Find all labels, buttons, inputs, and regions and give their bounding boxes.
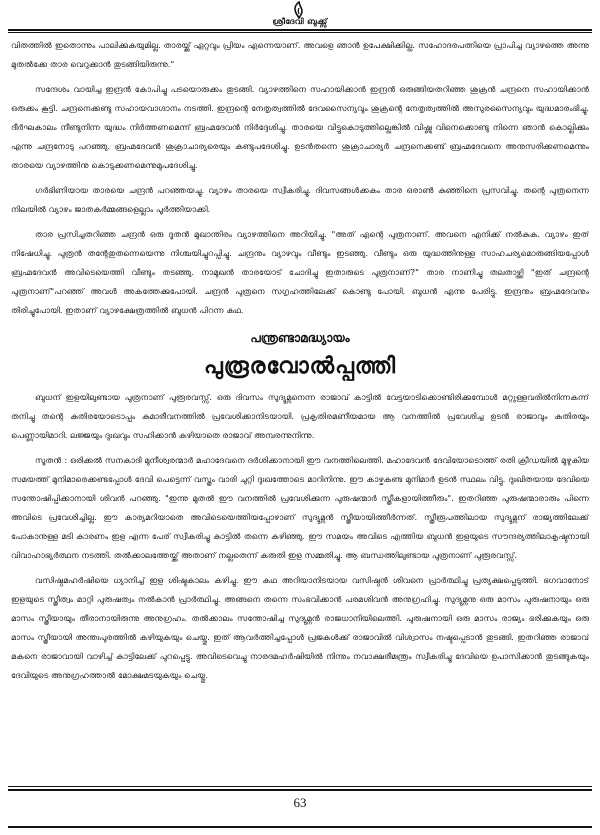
chapter-heading: പന്ത്രണ്ടാമദ്ധ്യായം (250, 331, 350, 345)
footer-divider-thin (8, 786, 592, 787)
header-divider (8, 29, 592, 31)
paragraph: സൂതൻ : ഒരിക്കൽ സനകാദി മുനീശ്വരന്മാർ മഹാദേവനെ ദർശിക്കാനായി ഈ വനത്തിലെത്തി. മഹാദേവൻ ദേവിയോടൊത്ത് രതി ക്രീഡയിൽ മുഴുകിയ സമയത്ത് മുനിമാരെക്കണ്ടപ്പോൾ ദേവി പെട്ടെന്ന് വസ്ത്രം വാരി ചുറ്റി ദുഃഖത്തോടെ മാറിനിന്നു. ഈ കാഴ്ചകണ്ട മുനിമാർ ഉടൻ സ്ഥലം വിട്ടു. ദുഃഖിതയായ ദേവിയെ സന്തോഷിപ്പിക്കാനായി ശിവൻ പറഞ്ഞു. "ഇന്നു മുതൽ ഈ വനത്തിൽ പ്രവേശിക്കുന്ന പുരുഷന്മാർ സ്ത്രീകളായിത്തീരും". ഇതറിഞ്ഞ പുരുഷന്മാരാരും പിന്നെ അവിടെ പ്രവേശിച്ചില്ല. ഈ കാര്യമറിയാതെ അവിടെയെത്തിയപ്പോഴാണ് സുദ്യുമ്നൻ സ്ത്രീയായിത്തീർന്നത്. സ്ത്രീരൂപത്തിലായ സുദ്യുമ്നന് രാജ്യത്തിലേക്ക് പോകാനുള്ള മടി കാരണം ഇള എന്ന പേര് സ്വീകരിച്ചു കാട്ടിൽ തന്നെ കഴിഞ്ഞു. ഈ സമയം അവിടെ എത്തിയ ബുധൻ ഇളയുടെ സൗന്ദര്യത്തിലാകൃഷ്ടനായി വിവാഹാഭ്യർത്ഥന നടത്തി. തൽക്കാലത്തേയ്ക്ക് അതാണ് നല്ലതെന്ന് കരുതി ഇള സമ്മതിച്ചു. ആ ബന്ധത്തിലുണ്ടായ പുത്രനാണ് പുരൂരവസ്സ്. (11, 455, 589, 560)
bottom-divider (8, 826, 592, 828)
paragraph: വസിഷ്ഠമഹർഷിയെ ധ്യാനിച്ച് ഇള ശിഷ്ടകാലം കഴിച്ചു. ഈ കഥ അറിയാനിടയായ വസിഷ്ഠൻ ശിവനെ പ്രാർത്ഥിച്ചു പ്രത്യക്ഷപ്പെടുത്തി. ഭഗവാനോട് ഇളയുടെ സ്ത്രീത്വം മാറ്റി പുരുഷത്വം നൽകാൻ പ്രാർത്ഥിച്ചു. അങ്ങനെ തന്നെ സംഭവിക്കാൻ പരമശിവൻ അനുഗ്രഹിച്ചു. സുദ്യുമ്നനു ഒരു മാസം പുരുഷനായും ഒരു മാസം സ്ത്രീയായും തീരാനായിരുന്നു അനുഗ്രഹം. തൽക്കാലം സന്തോഷിച്ച സുദ്യുമ്നൻ രാജധാനിയിലെത്തി. പുരുഷനായി ഒരു മാസം രാജ്യം ഭരിക്കുകയും ഒരു മാസം സ്ത്രീയായി അന്തഃപുരത്തിൽ കഴിയുകയും ചെയ്തു. ഇത് ആവർത്തിച്ചപ്പോൾ പ്രജകൾക്ക് രാജാവിൽ വിശ്വാസം നഷ്ടപ്പെടാൻ തുടങ്ങി. ഇതറിഞ്ഞ രാജാവ് മകനെ രാജാവായി വാഴിച്ച് കാട്ടിലേക്ക് പുറപ്പെട്ടു. അവിടെവെച്ചു നാരദമഹർഷിയിൽ നിന്നും നവാക്ഷരീമന്ത്രം സ്വീകരിച്ചു ദേവിയെ ഉപാസിക്കാൻ തുടങ്ങുകയും ദേവിയുടെ അനുഗ്രഹത്താൽ മോക്ഷമടയുകയും ചെയ്തു. (11, 575, 589, 680)
story-title: പുരൂരവോൽപ്പത്തി (203, 354, 397, 379)
page-body (11, 36, 589, 780)
header-divider-thin (8, 32, 592, 33)
page-number: 63 (293, 795, 307, 810)
paragraph: സന്ദേശം വായിച്ച ഇന്ദ്രൻ കോപിച്ചു പടയൊരുക്കം തുടങ്ങി. വ്യാഴത്തിനെ സഹായിക്കാൻ ഇന്ദ്രൻ ഒരുങ്ങിയതറിഞ്ഞ ശുക്രൻ ചന്ദ്രനെ സഹായിക്കാൻ ഒരുക്കം കൂട്ടി. ചന്ദ്രനെക്കണ്ടു സഹായവാഗ്ദാനം നടത്തി. ഇന്ദ്രന്റെ നേതൃത്വത്തിൽ ദേവസൈന്യവും ശുക്രന്റെ നേതൃത്വത്തിൽ അസുരസൈന്യവും യുദ്ധമാരംഭിച്ചു. ദീർഘകാലം നീണ്ടുനിന്ന യുദ്ധം നിർത്തണമെന്ന് ബ്രഹ്മദേവൻ നിർദ്ദേശിച്ചു. താരയെ വിട്ടുകൊടുത്തില്ലെങ്കിൽ വിഷ്ണു വിനെക്കൊണ്ടു നിന്നെ ഞാൻ കൊല്ലിക്കും എന്നു ചന്ദ്രനോടു പറഞ്ഞു. ബ്രഹ്മദേവൻ ശുക്രാചാര്യരെയും കണ്ടുപദേശിച്ചു. ഉടൻതന്നെ ശുക്രാചാര്യർ ചന്ദ്രനെക്കണ്ട് ബ്രഹ്മദേവനെ അനുസരിക്കണമെന്നും താരയെ വ്യാഴത്തിനു കൊടുക്കണമെന്നുമുപദേശിച്ചു. (11, 84, 589, 170)
paragraph: താര പ്രസിച്ചതറിഞ്ഞ ചന്ദ്രൻ ഒരു ദൂതൻ മുഖാന്തിരം വ്യാഴത്തിനെ അറിയിച്ചു. "അത് എന്റെ പുത്രനാണ്. അവനെ എനിക്ക് നൽകുക. വ്യാഴം ഇത് നിഷേധിച്ചു. പുത്രൻ തന്റേതുതന്നെയെന്നു നിശ്ചയിച്ചുറപ്പിച്ചു. ചന്ദ്രനും വ്യാഴവും വീണ്ടും ഇടഞ്ഞു. വീണ്ടും ഒരു യുദ്ധത്തിനുള്ള സാഹചര്യമൊരുങ്ങിയപ്പോൾ ബ്രഹ്മദേവൻ അവിടെയെത്തി വീണ്ടും തടഞ്ഞു. നാമുഖൻ താരയോട് ചോദിച്ചു ഇതാരുടെ പുത്രനാണ്?" താര നാണിച്ചു തലതാഴ്ത്തി "ഇത് ചന്ദ്രന്റെ പുത്രനാണ്"പറഞ്ഞ് അവൾ അകത്തേക്കുപോയി. ചന്ദ്രൻ പുത്രനെ സഗൃഹത്തിലേക്ക് കൊണ്ടു പോയി. ബുധൻ എന്നു പേരിട്ടു. ഇന്ദ്രനും ബ്രഹ്മദേവനും തിരിച്ചുപോയി. ഇതാണ് വ്യാഴക്ഷേത്രത്തിൽ ബുധൻ പിറന്ന കഥ. (11, 229, 589, 315)
publisher-title: ശ്രീദേവി ബുക്ക്സ് (272, 17, 328, 26)
paragraph: ഗർഭിണിയായ താരയെ ചന്ദ്രൻ പറഞ്ഞയച്ചു. വ്യാഴം താരയെ സ്വീകരിച്ചു. ദിവസങ്ങൾക്കകം താര ഒരാൺ കുഞ്ഞിനെ പ്രസവിച്ചു. തന്റെ പുത്രനെന്ന നിലയിൽ വ്യാഴം ജാതകർമ്മങ്ങളെല്ലാം പൂർത്തിയാക്കി. (11, 185, 589, 214)
footer-divider (8, 789, 592, 791)
paragraph: വിതത്തിൽ ഇതൊന്നും പാലിക്കുകയുമില്ല. താരയ്ക്ക് ഏറ്റവും പ്രിയം എന്നെയാണ്. അവളെ ഞാൻ ഉപേക്ഷിക്കില്ല. സഹോദരപത്നിയെ പ്രാപിച്ച വ്യാഴത്തെ അന്നു മുതൽക്കേ താര വെറുക്കാൻ തുടങ്ങിയിരുന്നു." (11, 40, 589, 69)
paragraph: ബുധന് ഇളയിലുണ്ടായ പുത്രനാണ് പുരൂരവസ്സ്. ഒരു ദിവസം സുദ്യുമ്നനെന്ന രാജാവ് കാട്ടിൽ വേട്ടയാടിക്കൊണ്ടിരിക്കുമ്പോൾ മറ്റുള്ളവരിൽനിന്നകന്ന് തനിച്ചു തന്റെ കുതിരയോടൊപ്പം കുമാരീവനത്തിൽ പ്രവേശിക്കാനിടയായി. പ്രകൃതിരമണീയമായ ആ വനത്തിൽ പ്രവേശിച്ച ഉടൻ രാജാവും കുതിരയും പെണ്ണായിമാറി. ലജ്ജയും ദുഃഖവും സഹിക്കാൻ കഴിയാതെ രാജാവ് അമ്പരന്നുനിന്നു. (11, 392, 589, 440)
